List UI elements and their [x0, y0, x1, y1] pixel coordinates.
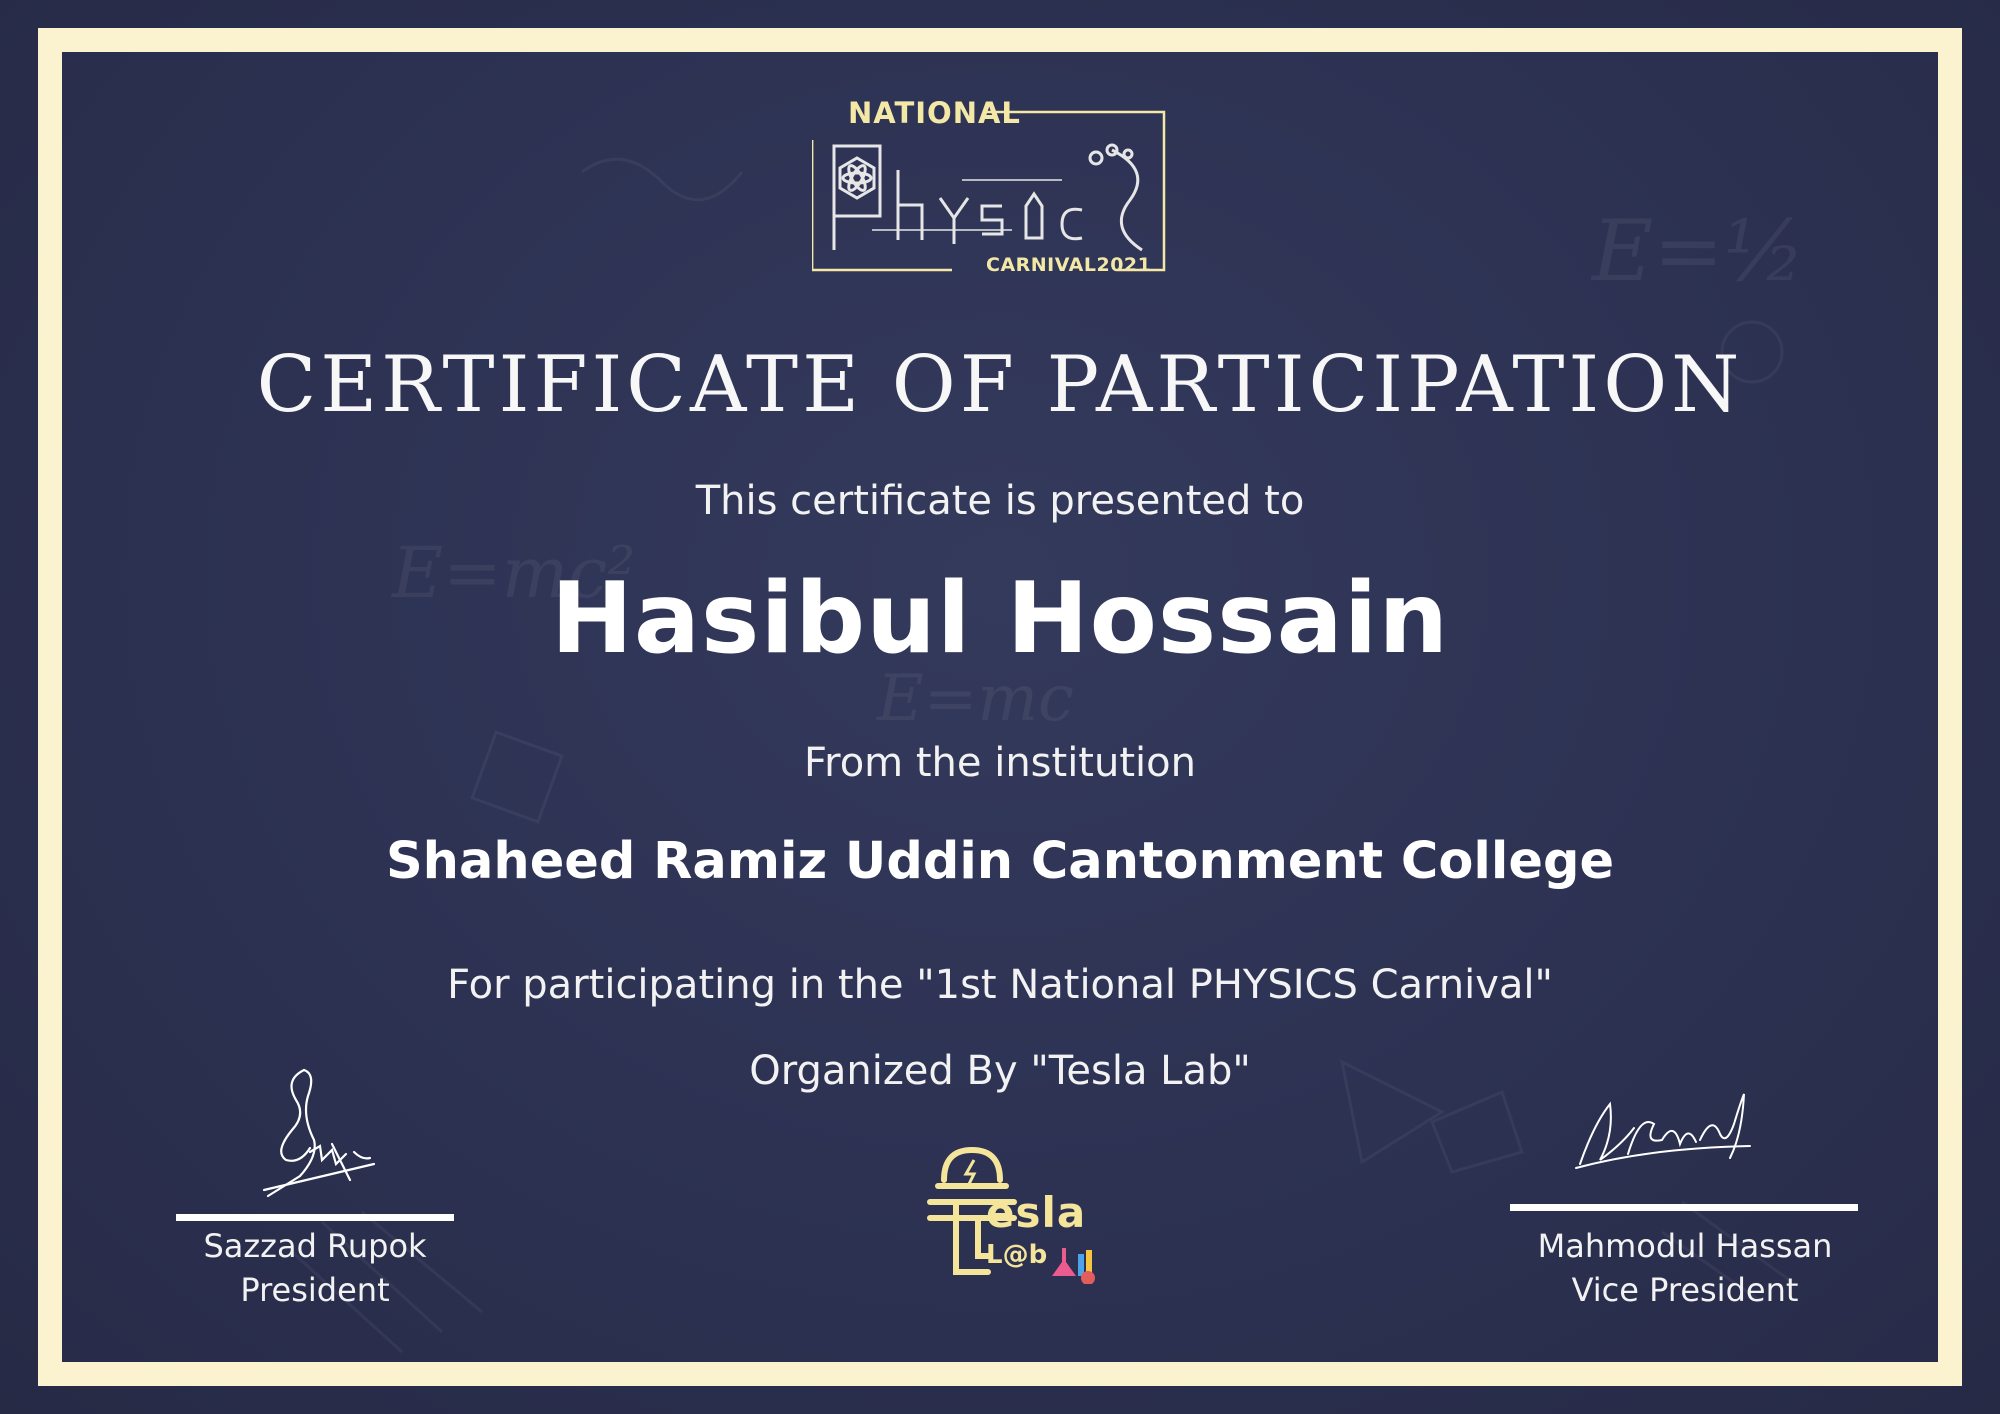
formula-watermark: E=½ — [1592, 202, 1806, 300]
logo-national-text: NATIONAL — [848, 96, 1021, 130]
signatory-left-name: Sazzad Rupok — [203, 1227, 427, 1265]
signatory-right — [1500, 1224, 1870, 1312]
participation-line: For participating in the "1st National PHYSICS Carnival" — [447, 962, 1553, 1008]
tesla-lab-name-bottom: L@b — [986, 1240, 1048, 1270]
signature-line-left — [176, 1214, 454, 1221]
signatory-right-name: Mahmodul Hassan — [1537, 1227, 1833, 1265]
presented-line: This certificate is presented to — [695, 478, 1305, 524]
organized-by-line: Organized By "Tesla Lab" — [749, 1048, 1251, 1094]
signatory-right-role: Vice President — [1571, 1271, 1799, 1309]
certificate-title: CERTIFICATE OF PARTICIPATION — [256, 340, 1744, 430]
physics-logo-icon — [812, 110, 1168, 272]
formula-watermark: E=mc — [877, 662, 1074, 736]
signature-right-icon — [1570, 1084, 1760, 1184]
signature-left-icon — [244, 1060, 394, 1210]
logo-carnival-text: CARNIVAL2021 — [986, 254, 1152, 276]
formula-watermark: E=mc² — [392, 532, 636, 614]
institution-name: Shaheed Ramiz Uddin Cantonment College — [385, 832, 1615, 891]
signatory-left — [160, 1224, 470, 1312]
recipient-name: Hasibul Hossain — [550, 562, 1450, 676]
from-institution-line: From the institution — [804, 740, 1196, 786]
signatory-left-role: President — [240, 1271, 390, 1309]
signature-line-right — [1510, 1204, 1858, 1211]
tesla-lab-name-top: esla — [986, 1188, 1087, 1237]
